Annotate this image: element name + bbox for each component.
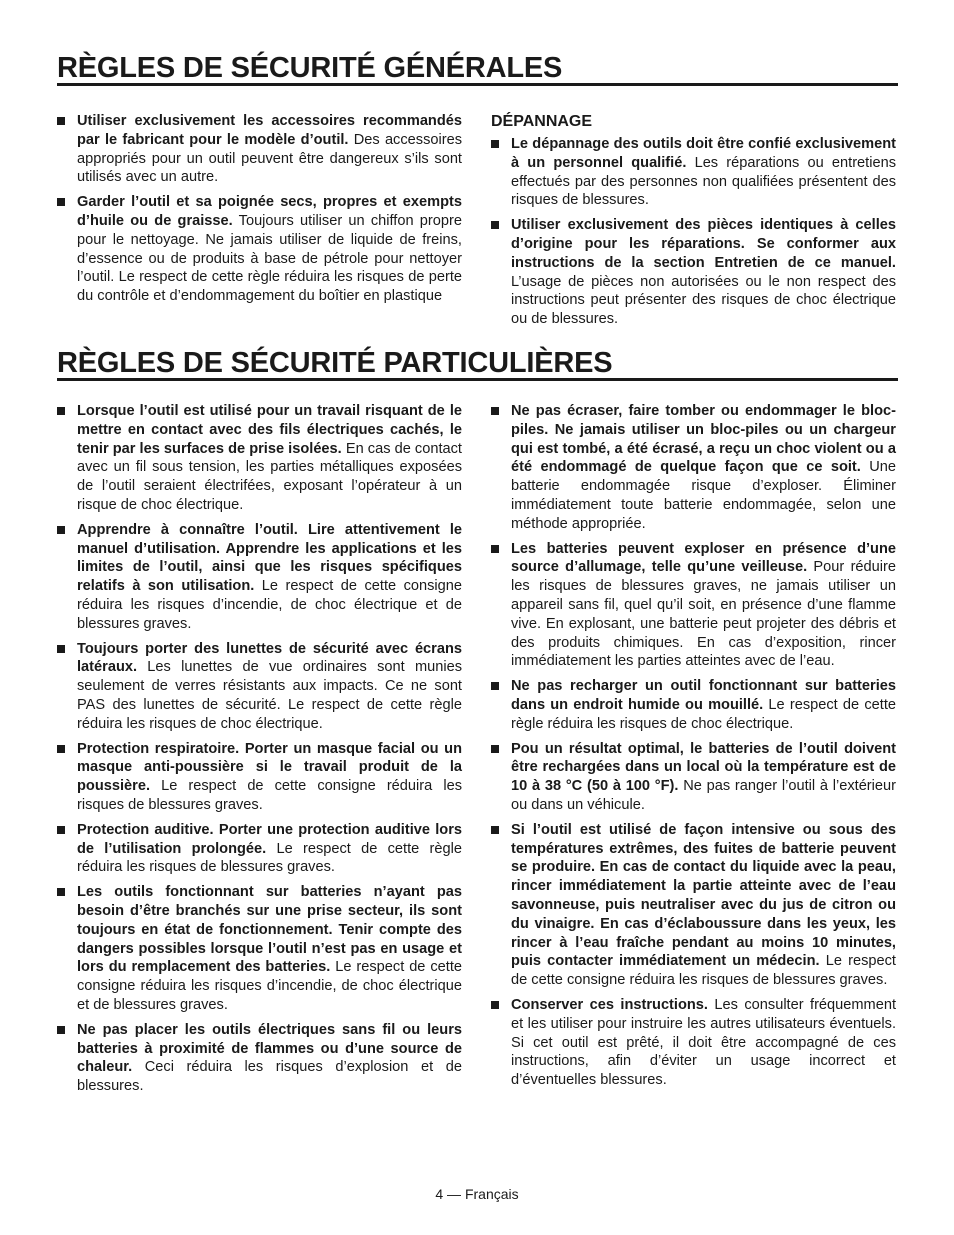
list-item: Apprendre à connaître l’outil. Lire attentivement le manuel d’utilisation. Apprendre les applications et les limites de l’outil, ainsi que les risques spécifiques relatifs à son utilisation. Le respect de cette consigne réduira les risques d’incendie, de choc électrique et de blessures graves. <box>57 521 462 634</box>
list-item: Lorsque l’outil est utilisé pour un travail risquant de le mettre en contact avec des fils électriques cachés, le tenir par les surfaces de prise isolées. En cas de contact avec un fil sous tension, les parties métalliques exposées de l’outil seraient électrifées, exposant l’opérateur à un risque de choc électrique. <box>57 402 462 515</box>
list-item: Conserver ces instructions. Les consulter fréquemment et les utiliser pour instruire les autres utilisateurs éventuels. Si cet outil est prêté, il doit être accompagné de ces instructions, afin d’éviter un usage incorrect et d’éventuelles blessures. <box>491 996 896 1090</box>
particular-left-column <box>57 402 462 1102</box>
list-item: Les outils fonctionnant sur batteries n’ayant pas besoin d’être branchés sur une prise secteur, ils sont toujours en état de fonctionnement. Tenir compte des dangers possibles lorsque l’outil n’est pas en usage et lors du remplacement des batteries. Le respect de cette consigne réduira les risques d’incendie, de choc électrique et de blessures graves. <box>57 883 462 1015</box>
general-rules-title: RÈGLES DE SÉCURITÉ GÉNÉRALES <box>57 53 898 86</box>
list-item: Protection respiratoire. Porter un masque facial ou un masque anti-poussière si le travail produit de la poussière. Le respect de cette consigne réduira les risques de blessures graves. <box>57 740 462 815</box>
general-left-column <box>57 112 462 312</box>
list-item: Ne pas recharger un outil fonctionnant sur batteries dans un endroit humide ou mouillé. Le respect de cette règle réduira les risques de choc électrique. <box>491 677 896 733</box>
particular-right-column <box>491 402 896 1096</box>
list-item: Protection auditive. Porter une protection auditive lors de l’utilisation prolongée. Le respect de cette règle réduira les risques de blessures graves. <box>57 821 462 877</box>
list-item: Toujours porter des lunettes de sécurité avec écrans latéraux. Les lunettes de vue ordinaires sont munies seulement de verres résistants aux impacts. Ce ne sont PAS des lunettes de sécurité. Le respect de cette règle réduira les risques de choc électrique. <box>57 640 462 734</box>
list-item: Le dépannage des outils doit être confié exclusivement à un personnel qualifié. Les réparations ou entretiens effectués par des personnes non qualifiées présentent des risques de blessures. <box>491 135 896 210</box>
page-footer: 4 — Français <box>435 1186 519 1202</box>
list-item: Ne pas placer les outils électriques sans fil ou leurs batteries à proximité de flammes ou d’une source de chaleur. Ceci réduira les risques d’explosion et de blessures. <box>57 1021 462 1096</box>
manual-page <box>57 0 898 1235</box>
list-item: Les batteries peuvent exploser en présence d’une source d’allumage, telle qu’une veilleuse. Pour réduire les risques de blessures graves, ne jamais utiliser un appareil sans fil, quel qu’il soit, en présence d’une flamme vive. En explosant, une batterie peut projeter des débris et des produits chimiques. En cas d’exposition, rincer immédiatement les parties atteintes avec de l’eau. <box>491 540 896 672</box>
list-item: Pou un résultat optimal, le batteries de l’outil doivent être rechargées dans un local où la température est de 10 à 38 °C (50 à 100 °F). Ne pas ranger l’outil à l’extérieur ou dans un véhicule. <box>491 740 896 815</box>
list-item: Ne pas écraser, faire tomber ou endommager le bloc-piles. Ne jamais utiliser un bloc-piles ou un chargeur qui est tombé, a été écrasé, a reçu un choc violent ou a été endommagé de quelque façon que ce soit. Une batterie endommagée risque d’exploser. Éliminer immédiatement toute batterie endommagée, selon une méthode appropriée. <box>491 402 896 534</box>
list-item: Si l’outil est utilisé de façon intensive ou sous des températures extrêmes, des fuites de batterie peuvent se produire. En cas de contact du liquide avec la peau, rincer immédiatement la partie atteinte avec de l’eau savonneuse, puis neutraliser avec du jus de citron ou du vinaigre. En cas d’éclaboussure dans les yeux, les rincer à l’eau fraîche pendant au moins 10 minutes, puis contacter immédiatement un médecin. Le respect de cette consigne réduira les risques de blessures graves. <box>491 821 896 990</box>
depannage-heading: DÉPANNAGE <box>491 113 593 130</box>
particular-rules-title: RÈGLES DE SÉCURITÉ PARTICULIÈRES <box>57 348 898 381</box>
list-item: Utiliser exclusivement des pièces identiques à celles d’origine pour les réparations. Se conformer aux instructions de la section Entretien de ce manuel. L’usage de pièces non autorisées ou le non respect des instructions peut présenter des risques de choc électrique ou de blessures. <box>491 216 896 329</box>
list-item: Utiliser exclusivement les accessoires recommandés par le fabricant pour le modèle d’outil. Des accessoires appropriés pour un outil peuvent être dangereux s’ils sont utilisés avec un autre. <box>57 112 462 187</box>
general-right-column <box>491 112 896 335</box>
list-item: Garder l’outil et sa poignée secs, propres et exempts d’huile ou de graisse. Toujours utiliser un chiffon propre pour le nettoyage. Ne jamais utiliser de liquide de freins, d’essence ou de produits à base de pétrole pour nettoyer l’outil. Le respect de cette règle réduira les risques de perte du contrôle et d’endommagement du boîtier en plastique <box>57 193 462 306</box>
